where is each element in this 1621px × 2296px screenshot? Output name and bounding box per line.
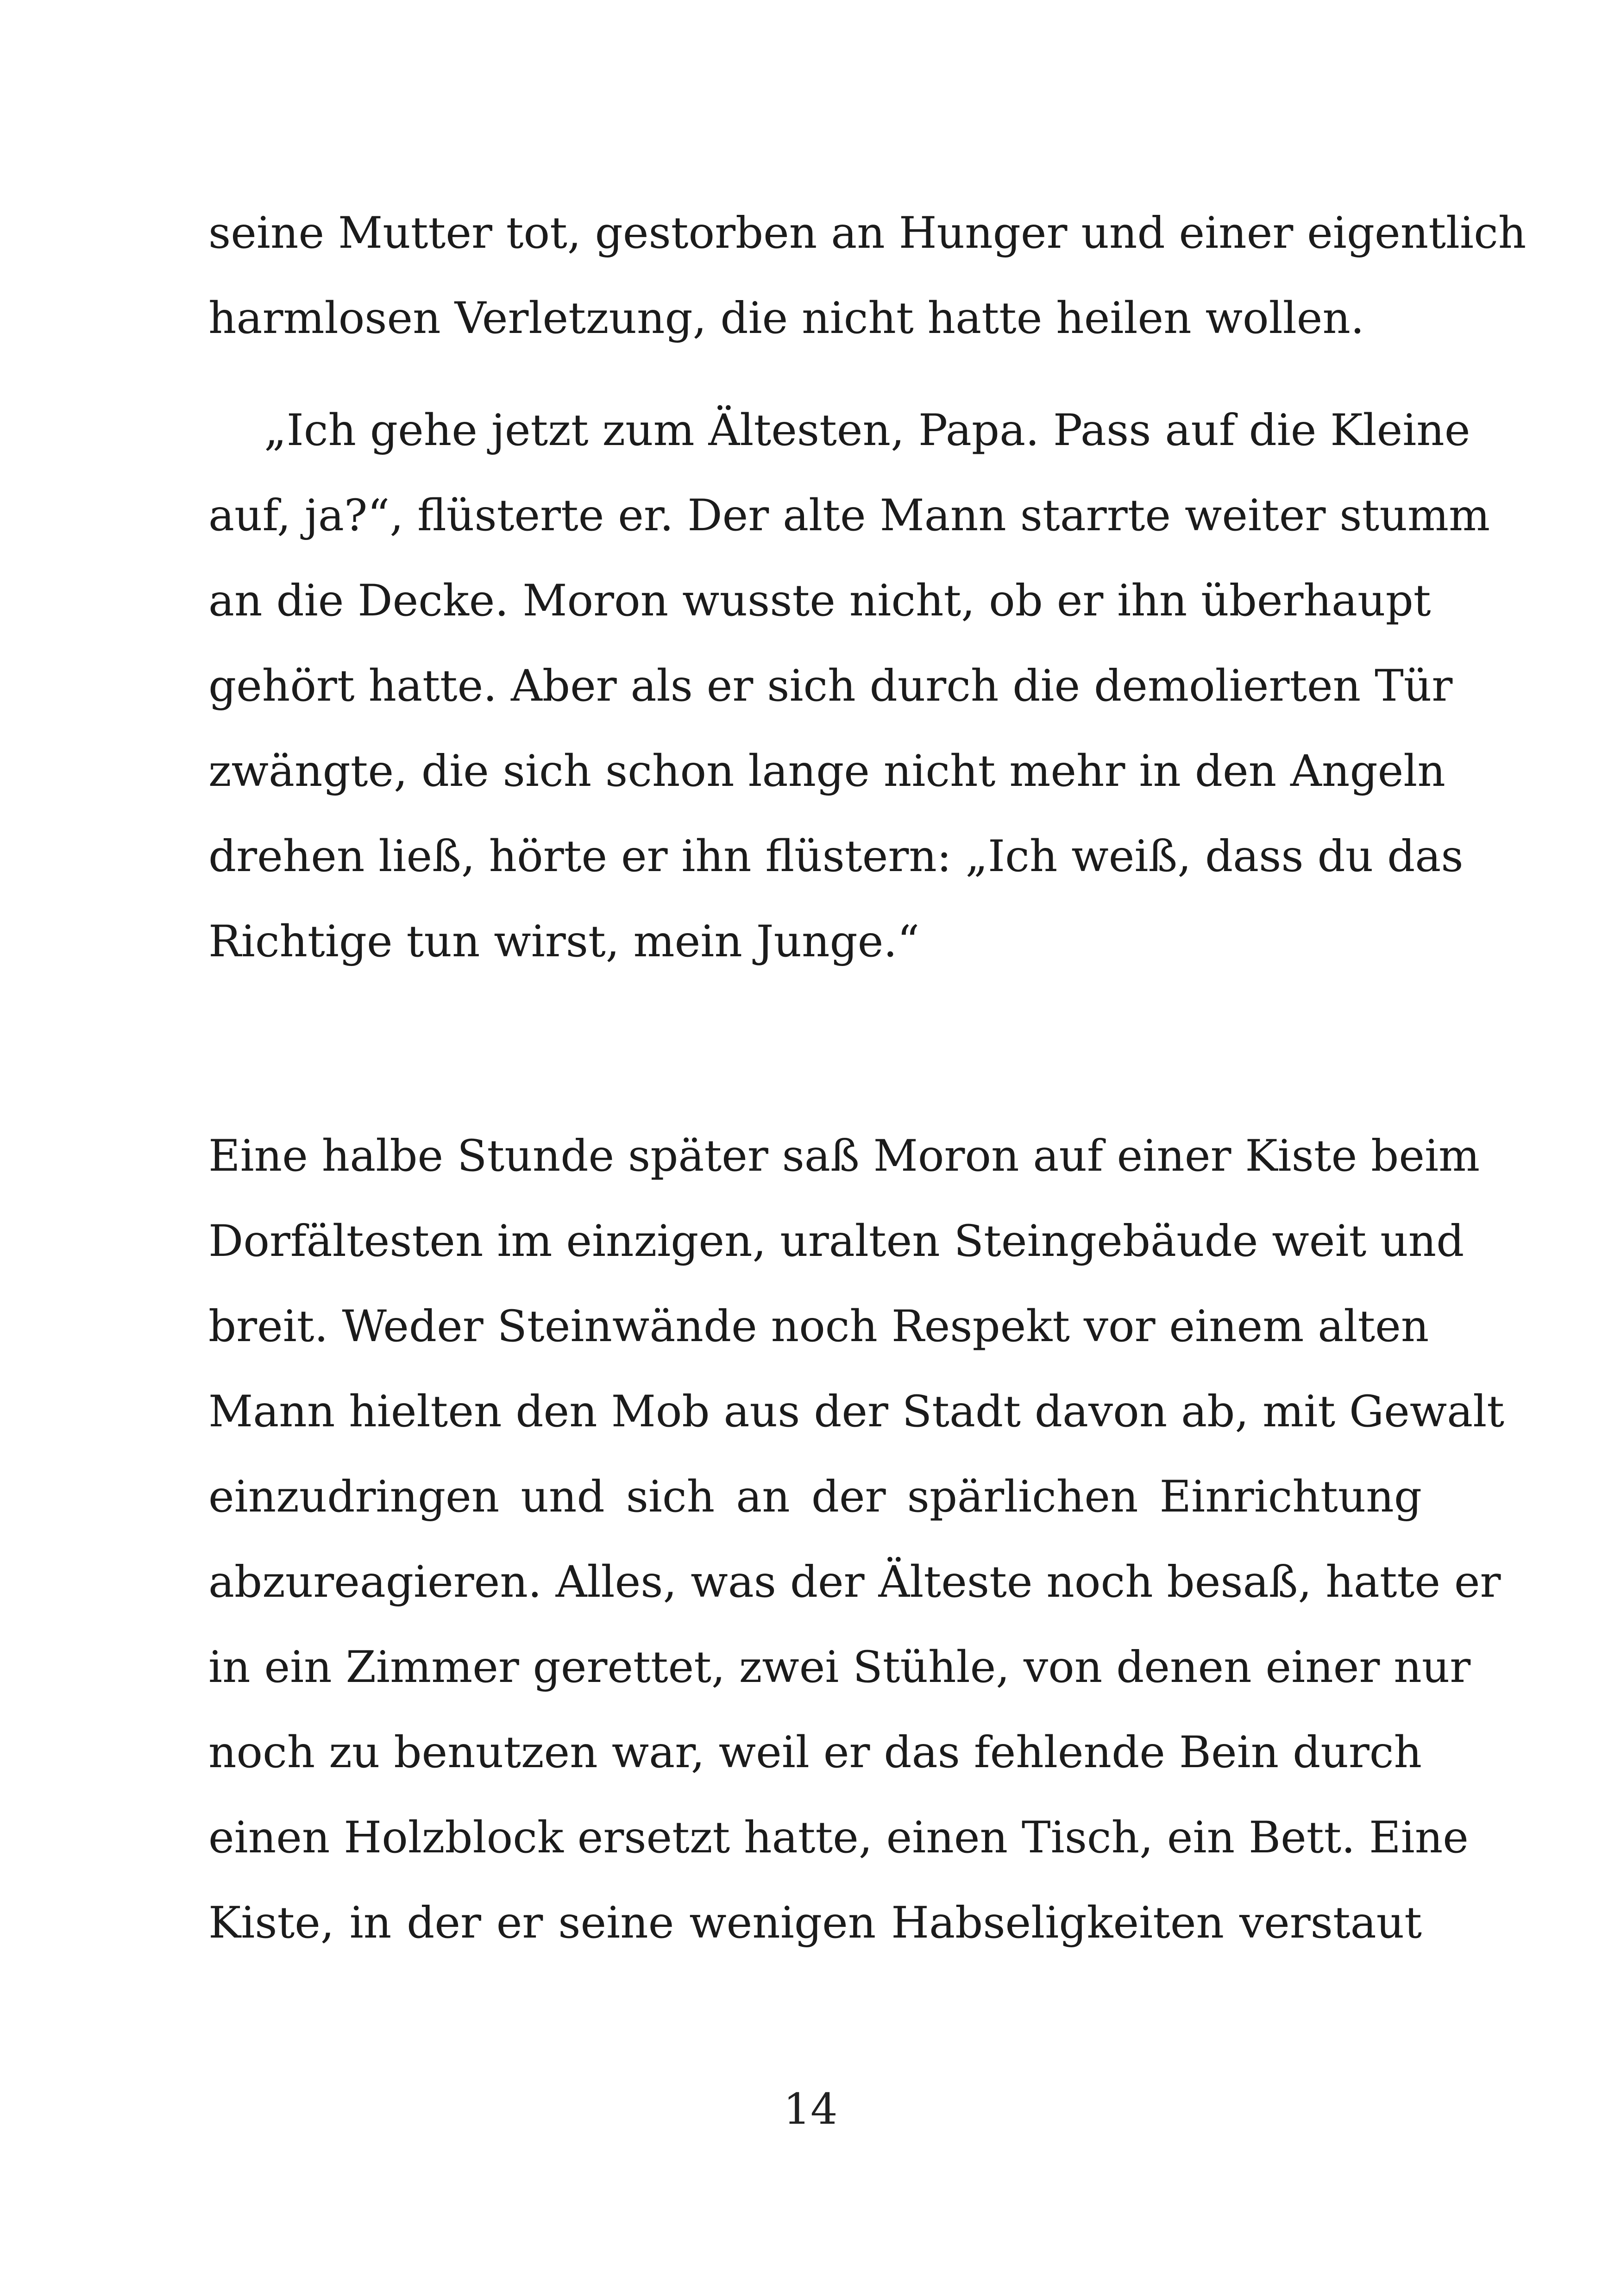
paragraph-3 [208,1114,1505,1966]
text-line: gehört hatte. Aber als er sich durch die demolierten Tür [208,661,1453,711]
page-number: 14 [783,2084,838,2134]
text-line: Eine halbe Stunde später saß Moron auf einer Kiste beim [208,1131,1480,1181]
text-line: an die Decke. Moron wusste nicht, ob er ihn überhaupt [208,576,1431,626]
text-line: drehen ließ, hörte er ihn flüstern: „Ich weiß, dass du das [208,831,1464,882]
text-line: Kiste, in der er seine wenigen Habseligkeiten verstaut [208,1898,1422,1948]
text-line: seine Mutter tot, gestorben an Hunger und einer eigentlich [208,208,1527,258]
text-line: breit. Weder Steinwände noch Respekt vor einem alten [208,1301,1429,1352]
text-line: noch zu benutzen war, weil er das fehlende Bein durch [208,1727,1422,1778]
text-line: Mann hielten den Mob aus der Stadt davon ab, mit Gewalt [208,1386,1505,1437]
text-line: Richtige tun wirst, mein Junge.“ [208,916,920,967]
text-line: harmlosen Verletzung, die nicht hatte heilen wollen. [208,293,1364,344]
text-line: Dorfältesten im einzigen, uralten Steingebäude weit und [208,1216,1464,1267]
text-line: in ein Zimmer gerettet, zwei Stühle, von denen einer nur [208,1642,1471,1693]
text-line: auf, ja?“, flüsterte er. Der alte Mann starrte weiter stumm [208,490,1490,541]
text-line: abzureagieren. Alles, was der Älteste noch besaß, hatte er [208,1557,1501,1607]
text-line: zwängte, die sich schon lange nicht mehr in den Angeln [208,746,1445,797]
paragraph-2 [208,388,1490,985]
text-line: „Ich gehe jetzt zum Ältesten, Papa. Pass auf die Kleine [264,405,1470,456]
text-line: einzudringen und sich an der spärlichen Einrichtung [208,1472,1422,1522]
paragraph-1 [208,191,1527,361]
text-line: einen Holzblock ersetzt hatte, einen Tisch, ein Bett. Eine [208,1813,1469,1863]
